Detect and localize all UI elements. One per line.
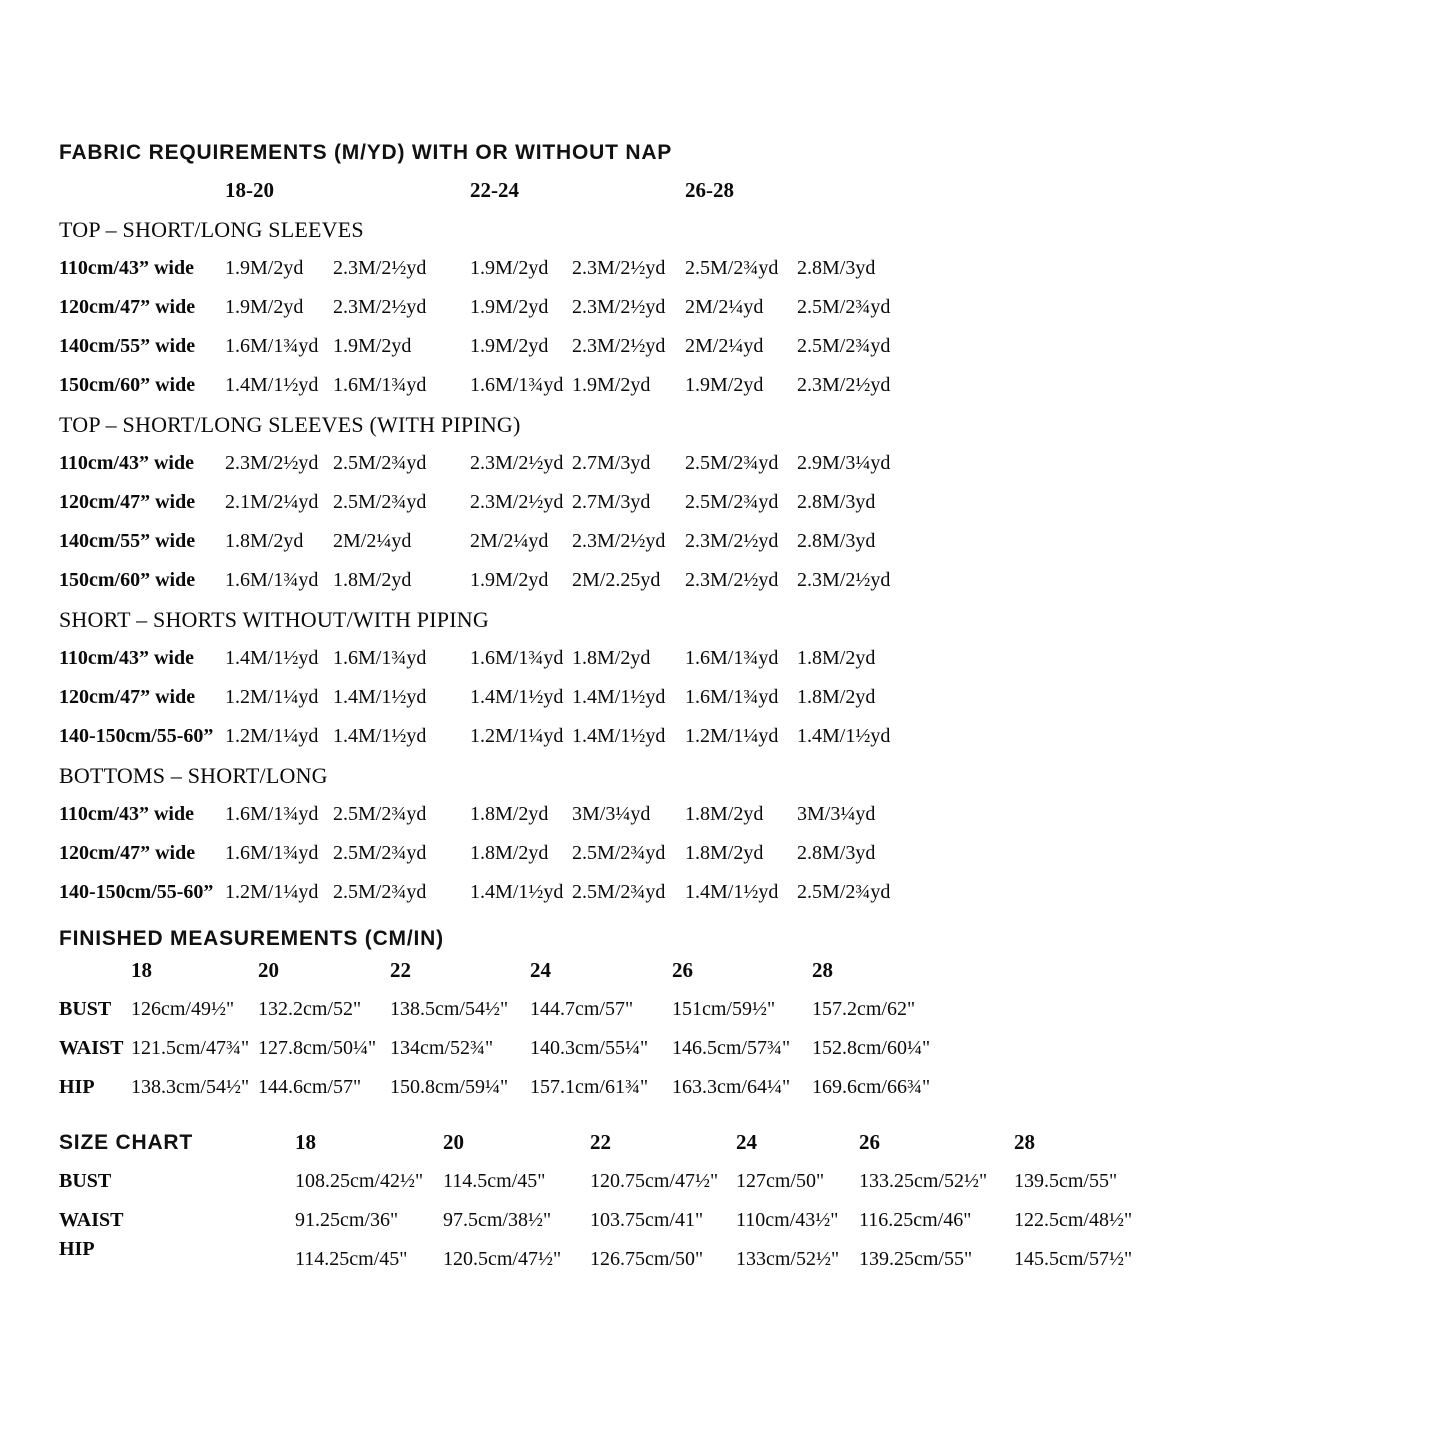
sc-size-header: 28: [1014, 1130, 1035, 1154]
fabric-value: 2.3M/2½yd: [333, 257, 427, 279]
section-title: TOP – SHORT/LONG SLEEVES: [59, 216, 364, 242]
fabric-value: 1.4M/1½yd: [470, 686, 564, 708]
fabric-value: 2.3M/2½yd: [797, 569, 891, 591]
sc-size-header: 20: [443, 1130, 464, 1154]
sc-size-header: 24: [736, 1130, 757, 1154]
fabric-value: 1.6M/1¾yd: [225, 803, 319, 825]
fabric-row-label: 110cm/43” wide: [59, 647, 194, 669]
sc-value: 133.25cm/52½": [859, 1170, 988, 1192]
fabric-value: 1.8M/2yd: [572, 647, 651, 669]
sc-value: 145.5cm/57½": [1014, 1248, 1133, 1270]
fabric-table: [59, 171, 1445, 912]
fabric-value: 1.6M/1¾yd: [333, 374, 427, 396]
finished-measurements-table: [59, 951, 1445, 1107]
fm-row-label: WAIST: [59, 1037, 124, 1059]
fabric-value: 2.8M/3yd: [797, 530, 876, 552]
sc-value: 103.75cm/41": [590, 1209, 704, 1231]
sc-value: 139.25cm/55": [859, 1248, 973, 1270]
fabric-value: 2.3M/2½yd: [470, 491, 564, 513]
fabric-value: 1.2M/1¼yd: [225, 725, 319, 747]
fabric-value: 1.9M/2yd: [470, 257, 549, 279]
finished-measurements-heading: FINISHED MEASUREMENTS (CM/IN): [59, 927, 444, 950]
section-title: BOTTOMS – SHORT/LONG: [59, 762, 328, 788]
fabric-value: 1.8M/2yd: [685, 842, 764, 864]
fm-row-label: HIP: [59, 1076, 95, 1098]
fabric-value: 3M/3¼yd: [572, 803, 651, 825]
fabric-value: 2.8M/3yd: [797, 257, 876, 279]
sc-value: 97.5cm/38½": [443, 1209, 552, 1231]
fabric-value: 1.2M/1¼yd: [225, 881, 319, 903]
sc-value: 116.25cm/46": [859, 1209, 972, 1231]
sc-size-header: 26: [859, 1130, 880, 1154]
fabric-value: 2.7M/3yd: [572, 452, 651, 474]
fabric-row-label: 140-150cm/55-60”: [59, 725, 214, 747]
sc-value: 120.75cm/47½": [590, 1170, 719, 1192]
size-group-header: 22-24: [470, 178, 519, 202]
sc-size-header: 22: [590, 1130, 611, 1154]
sc-row-label: BUST: [59, 1170, 112, 1192]
fabric-value: 2.5M/2¾yd: [572, 842, 666, 864]
fm-value: 146.5cm/57¾": [672, 1037, 791, 1059]
fabric-value: 2.5M/2¾yd: [797, 335, 891, 357]
fabric-value: 2.5M/2¾yd: [685, 491, 779, 513]
sc-value: 114.25cm/45": [295, 1248, 408, 1270]
fabric-value: 2.9M/3¼yd: [797, 452, 891, 474]
fabric-value: 1.4M/1½yd: [333, 686, 427, 708]
fabric-value: 1.8M/2yd: [333, 569, 412, 591]
fabric-row-label: 150cm/60” wide: [59, 569, 196, 591]
sc-value: 114.5cm/45": [443, 1170, 546, 1192]
size-chart-heading-cell: [59, 1123, 295, 1162]
size-group-header: 18-20: [225, 178, 274, 202]
fm-value: 138.3cm/54½": [131, 1076, 250, 1098]
fabric-row-label: 120cm/47” wide: [59, 686, 196, 708]
fm-size-header: 26: [672, 958, 693, 982]
fabric-value: 1.6M/1¾yd: [685, 647, 779, 669]
fabric-value: 2.5M/2¾yd: [333, 452, 427, 474]
fabric-value: 1.4M/1½yd: [572, 725, 666, 747]
fm-size-header: 18: [131, 958, 152, 982]
fabric-value: 2.3M/2½yd: [797, 374, 891, 396]
fabric-value: 1.6M/1¾yd: [470, 647, 564, 669]
sc-row-label: HIP: [59, 1238, 95, 1260]
sc-value: 110cm/43½": [736, 1209, 839, 1231]
fabric-row-label: 120cm/47” wide: [59, 491, 196, 513]
fabric-value: 1.9M/2yd: [572, 374, 651, 396]
fabric-value: 2.3M/2½yd: [685, 569, 779, 591]
fm-row-label: BUST: [59, 998, 112, 1020]
fm-size-header: 20: [258, 958, 279, 982]
fabric-value: 3M/3¼yd: [797, 803, 876, 825]
fabric-value: 2.3M/2½yd: [685, 530, 779, 552]
sc-value: 108.25cm/42½": [295, 1170, 424, 1192]
fabric-value: 1.6M/1¾yd: [685, 686, 779, 708]
fabric-value: 1.8M/2yd: [470, 842, 549, 864]
section-title: SHORT – SHORTS WITHOUT/WITH PIPING: [59, 606, 489, 632]
fabric-value: 1.8M/2yd: [470, 803, 549, 825]
fabric-value: 2M/2¼yd: [685, 296, 764, 318]
size-chart-heading: SIZE CHART: [59, 1131, 193, 1154]
fabric-value: 1.6M/1¾yd: [225, 569, 319, 591]
fm-size-header: 22: [390, 958, 411, 982]
fabric-value: 1.6M/1¾yd: [225, 335, 319, 357]
fabric-row-label: 140cm/55” wide: [59, 335, 196, 357]
sc-value: 122.5cm/48½": [1014, 1209, 1133, 1231]
fm-value: 163.3cm/64¼": [672, 1076, 791, 1098]
fabric-value: 1.4M/1½yd: [685, 881, 779, 903]
fabric-value: 1.4M/1½yd: [470, 881, 564, 903]
fabric-requirements-heading: FABRIC REQUIREMENTS (M/YD) WITH OR WITHOUT NAP: [59, 141, 673, 164]
sc-value: 120.5cm/47½": [443, 1248, 562, 1270]
sc-value: 126.75cm/50": [590, 1248, 704, 1270]
fabric-value: 1.8M/2yd: [685, 803, 764, 825]
fabric-row-label: 110cm/43” wide: [59, 452, 194, 474]
fm-value: 138.5cm/54½": [390, 998, 509, 1020]
sc-value: 91.25cm/36": [295, 1209, 399, 1231]
fabric-value: 2.5M/2¾yd: [797, 296, 891, 318]
fm-size-header: 28: [812, 958, 833, 982]
fabric-row-label: 110cm/43” wide: [59, 803, 194, 825]
fabric-value: 1.6M/1¾yd: [470, 374, 564, 396]
fabric-value: 1.2M/1¼yd: [470, 725, 564, 747]
fabric-value: 2.3M/2½yd: [572, 530, 666, 552]
fabric-value: 2.8M/3yd: [797, 491, 876, 513]
fabric-row-label: 120cm/47” wide: [59, 842, 196, 864]
fabric-value: 1.6M/1¾yd: [333, 647, 427, 669]
fabric-value: 2.5M/2¾yd: [685, 257, 779, 279]
fabric-value: 1.9M/2yd: [333, 335, 412, 357]
fabric-value: 2.3M/2½yd: [572, 296, 666, 318]
fabric-value: 1.2M/1¼yd: [685, 725, 779, 747]
fabric-value: 2M/2¼yd: [685, 335, 764, 357]
fabric-value: 1.4M/1½yd: [797, 725, 891, 747]
fabric-value: 2.3M/2½yd: [470, 452, 564, 474]
fabric-value: 2.3M/2½yd: [333, 296, 427, 318]
size-group-header: 26-28: [685, 178, 734, 202]
fm-value: 134cm/52¾": [390, 1037, 494, 1059]
fabric-value: 2.5M/2¾yd: [333, 842, 427, 864]
fabric-value: 2.5M/2¾yd: [572, 881, 666, 903]
fabric-value: 2.5M/2¾yd: [333, 803, 427, 825]
fabric-value: 2.3M/2½yd: [225, 452, 319, 474]
fm-value: 140.3cm/55¼": [530, 1037, 649, 1059]
fabric-value: 1.9M/2yd: [470, 569, 549, 591]
fm-value: 151cm/59½": [672, 998, 776, 1020]
size-chart-table: [59, 1123, 1445, 1279]
fabric-value: 2.5M/2¾yd: [333, 491, 427, 513]
fabric-value: 1.6M/1¾yd: [225, 842, 319, 864]
fabric-value: 1.9M/2yd: [225, 257, 304, 279]
fabric-value: 1.8M/2yd: [797, 647, 876, 669]
fabric-value: 1.4M/1½yd: [333, 725, 427, 747]
fabric-value: 1.8M/2yd: [797, 686, 876, 708]
fabric-value: 1.9M/2yd: [225, 296, 304, 318]
fm-value: 152.8cm/60¼": [812, 1037, 931, 1059]
fm-value: 157.2cm/62": [812, 998, 916, 1020]
fm-value: 144.7cm/57": [530, 998, 634, 1020]
section-title: TOP – SHORT/LONG SLEEVES (WITH PIPING): [59, 411, 521, 437]
fm-value: 132.2cm/52": [258, 998, 362, 1020]
fabric-value: 1.4M/1½yd: [572, 686, 666, 708]
sc-size-header: 18: [295, 1130, 316, 1154]
fabric-value: 1.4M/1½yd: [225, 647, 319, 669]
fabric-value: 2.5M/2¾yd: [685, 452, 779, 474]
fabric-value: 2.8M/3yd: [797, 842, 876, 864]
fabric-row-label: 110cm/43” wide: [59, 257, 194, 279]
fm-value: 121.5cm/47¾": [131, 1037, 250, 1059]
fabric-value: 1.2M/1¼yd: [225, 686, 319, 708]
fabric-row-label: 120cm/47” wide: [59, 296, 196, 318]
fm-value: 169.6cm/66¾": [812, 1076, 931, 1098]
fabric-value: 2.3M/2½yd: [572, 335, 666, 357]
sc-value: 139.5cm/55": [1014, 1170, 1118, 1192]
sc-value: 133cm/52½": [736, 1248, 840, 1270]
fabric-value: 1.8M/2yd: [225, 530, 304, 552]
sc-value: 127cm/50": [736, 1170, 825, 1192]
fabric-value: 2M/2¼yd: [333, 530, 412, 552]
fabric-row-label: 140cm/55” wide: [59, 530, 196, 552]
fm-value: 144.6cm/57": [258, 1076, 362, 1098]
fabric-value: 1.9M/2yd: [470, 335, 549, 357]
fabric-value: 2M/2.25yd: [572, 569, 661, 591]
fm-value: 157.1cm/61¾": [530, 1076, 649, 1098]
fabric-value: 2.7M/3yd: [572, 491, 651, 513]
fabric-value: 2M/2¼yd: [470, 530, 549, 552]
fm-value: 150.8cm/59¼": [390, 1076, 509, 1098]
fabric-value: 1.9M/2yd: [685, 374, 764, 396]
fm-size-header: 24: [530, 958, 551, 982]
sc-row-label: WAIST: [59, 1209, 124, 1231]
fabric-row-label: 150cm/60” wide: [59, 374, 196, 396]
fabric-value: 2.3M/2½yd: [572, 257, 666, 279]
fabric-value: 1.9M/2yd: [470, 296, 549, 318]
fabric-value: 2.1M/2¼yd: [225, 491, 319, 513]
fabric-value: 2.5M/2¾yd: [333, 881, 427, 903]
fm-value: 127.8cm/50¼": [258, 1037, 377, 1059]
fm-value: 126cm/49½": [131, 998, 235, 1020]
fabric-row-label: 140-150cm/55-60”: [59, 881, 214, 903]
fabric-value: 2.5M/2¾yd: [797, 881, 891, 903]
fabric-value: 1.4M/1½yd: [225, 374, 319, 396]
